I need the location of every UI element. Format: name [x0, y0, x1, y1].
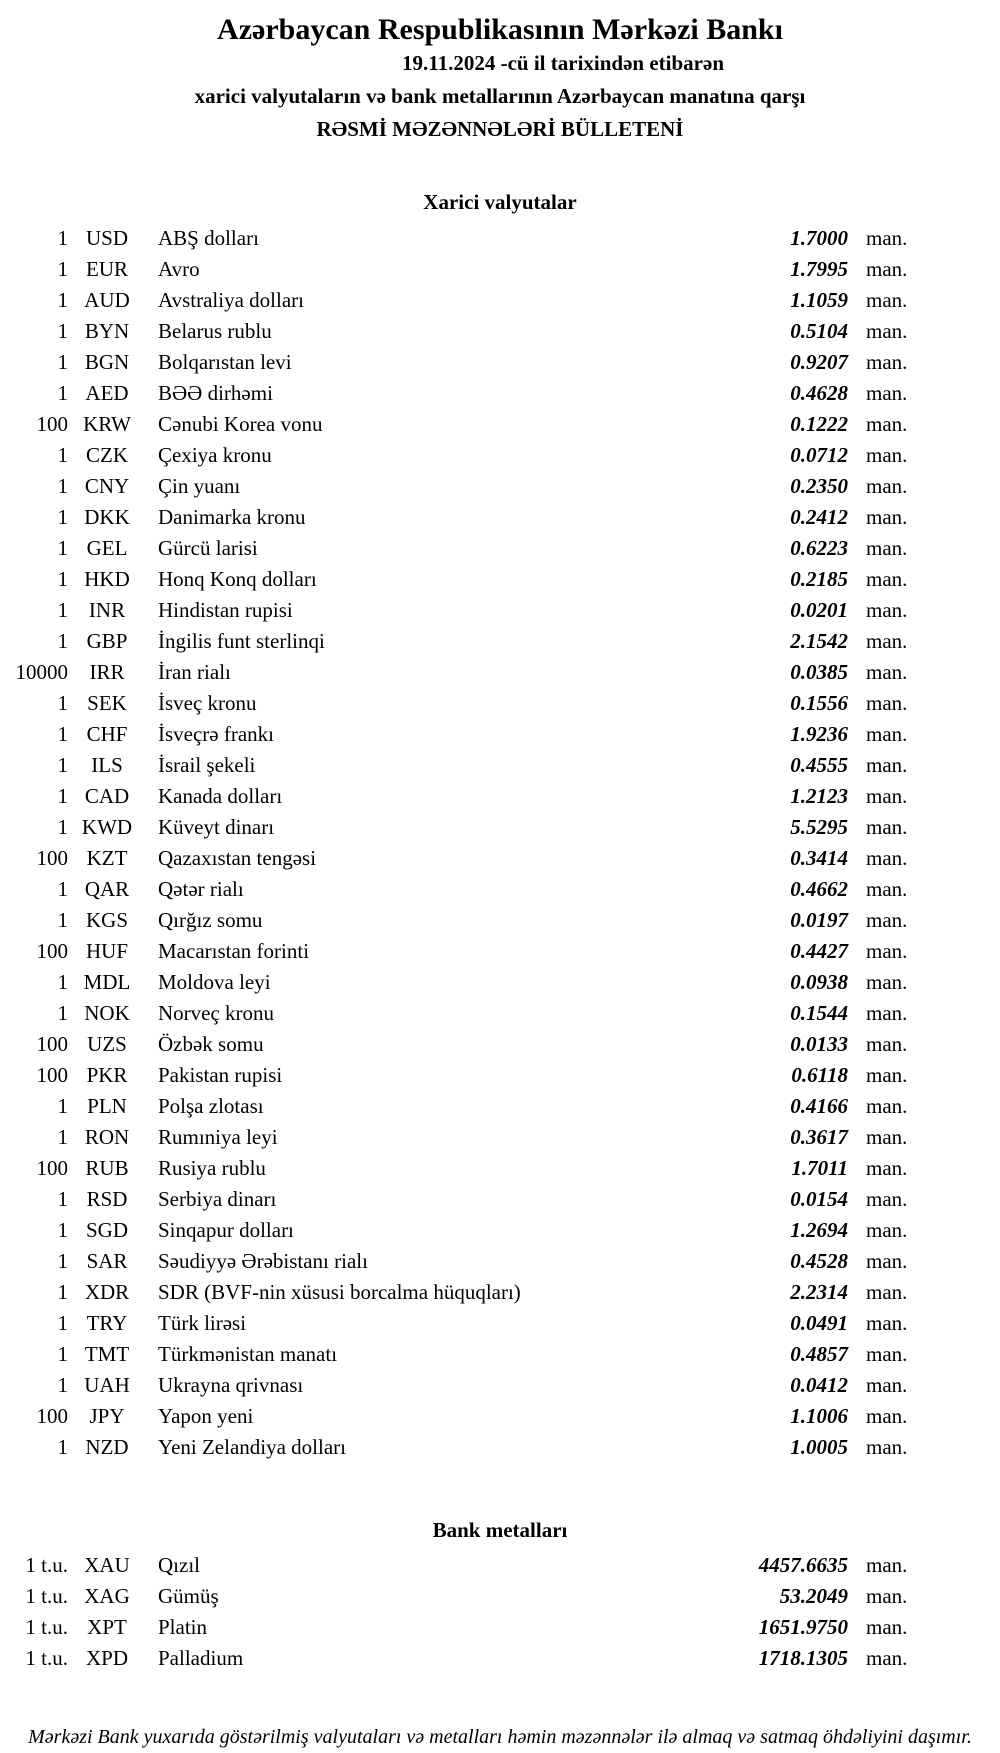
currency-quantity: 1	[57, 908, 68, 932]
metal-row	[0, 1643, 1000, 1674]
currency-quantity: 1	[57, 226, 68, 250]
currency-row	[0, 285, 1000, 316]
currency-name: Gürcü larisi	[158, 536, 258, 560]
currency-name: SDR (BVF-nin xüsusi borcalma hüquqları)	[158, 1280, 521, 1304]
effective-date-line: 19.11.2024 -cü il tarixindən etibarən	[402, 51, 724, 75]
currency-quantity: 100	[36, 1404, 68, 1428]
currency-row	[0, 471, 1000, 502]
currency-quantity: 1	[57, 319, 68, 343]
currency-row	[0, 719, 1000, 750]
currency-unit: man.	[866, 877, 908, 901]
currency-unit: man.	[866, 226, 908, 250]
currency-unit: man.	[866, 1280, 908, 1304]
currency-code: TRY	[86, 1311, 128, 1335]
currency-quantity: 100	[36, 1063, 68, 1087]
currency-rate: 5.5295	[790, 815, 848, 839]
currency-row	[0, 1277, 1000, 1308]
currency-rate: 1.0005	[790, 1435, 848, 1459]
metal-name: Platin	[158, 1615, 208, 1639]
currency-row	[0, 316, 1000, 347]
currency-unit: man.	[866, 1156, 908, 1180]
currency-code: UZS	[87, 1032, 127, 1056]
currency-quantity: 1	[57, 381, 68, 405]
metal-quantity: 1 t.u.	[25, 1646, 68, 1670]
currency-unit: man.	[866, 288, 908, 312]
currency-row	[0, 1308, 1000, 1339]
currency-code: KRW	[83, 412, 131, 436]
currency-rate: 0.1556	[790, 691, 848, 715]
currency-name: Cənubi Korea vonu	[158, 412, 323, 436]
currency-rate: 0.0385	[790, 660, 848, 684]
currency-name: Qətər rialı	[158, 877, 244, 901]
currency-quantity: 1	[57, 1280, 68, 1304]
currency-unit: man.	[866, 970, 908, 994]
currency-unit: man.	[866, 815, 908, 839]
currency-name: Danimarka kronu	[158, 505, 306, 529]
currency-quantity: 100	[36, 412, 68, 436]
currency-name: Macarıstan forinti	[158, 939, 310, 963]
currency-name: Hindistan rupisi	[158, 598, 293, 622]
metal-code: XAU	[84, 1553, 130, 1577]
currency-rate: 1.2123	[790, 784, 848, 808]
currency-quantity: 1	[57, 443, 68, 467]
currency-rate: 2.1542	[790, 629, 848, 653]
currency-rate: 0.0412	[790, 1373, 848, 1397]
metal-quantity: 1 t.u.	[25, 1584, 68, 1608]
currency-rate: 1.7995	[790, 257, 848, 281]
currency-unit: man.	[866, 257, 908, 281]
metal-name: Palladium	[158, 1646, 244, 1670]
currency-code: RUB	[85, 1156, 129, 1180]
currency-row	[0, 1153, 1000, 1184]
currency-unit: man.	[866, 350, 908, 374]
currency-rate: 0.2185	[790, 567, 848, 591]
metal-unit: man.	[866, 1646, 908, 1670]
currency-unit: man.	[866, 1342, 908, 1366]
currency-row	[0, 1370, 1000, 1401]
currency-rate: 0.0712	[790, 443, 848, 467]
metals-table	[0, 1550, 1000, 1674]
currency-code: SAR	[86, 1249, 128, 1273]
currency-row	[0, 1339, 1000, 1370]
currency-unit: man.	[866, 629, 908, 653]
currency-quantity: 1	[57, 350, 68, 374]
currency-code: BYN	[84, 319, 130, 343]
currency-rate: 0.9207	[790, 350, 848, 374]
currency-unit: man.	[866, 939, 908, 963]
currency-code: NOK	[84, 1001, 130, 1025]
currency-row	[0, 254, 1000, 285]
currency-row	[0, 223, 1000, 254]
currency-unit: man.	[866, 1063, 908, 1087]
currency-rate: 1.1006	[790, 1404, 848, 1428]
currency-name: Çin yuanı	[158, 474, 241, 498]
currency-row	[0, 1401, 1000, 1432]
currency-quantity: 1	[57, 970, 68, 994]
currency-name: Qazaxıstan tengəsi	[158, 846, 317, 870]
currency-row	[0, 626, 1000, 657]
currency-code: GBP	[86, 629, 128, 653]
currency-code: SEK	[87, 691, 127, 715]
currency-unit: man.	[866, 381, 908, 405]
currency-rate: 0.0491	[790, 1311, 848, 1335]
currency-rate: 0.1222	[790, 412, 848, 436]
currency-unit: man.	[866, 412, 908, 436]
currency-quantity: 1	[57, 598, 68, 622]
currency-quantity: 100	[36, 1032, 68, 1056]
currency-code: CZK	[86, 443, 128, 467]
metals-section-title: Bank metalları	[432, 1518, 568, 1542]
metal-row	[0, 1550, 1000, 1581]
currency-rate: 1.7011	[791, 1156, 848, 1180]
currency-rate: 0.4427	[790, 939, 848, 963]
currency-code: TMT	[84, 1342, 130, 1366]
currency-row	[0, 378, 1000, 409]
bulletin-title: RƏSMİ MƏZƏNNƏLƏRİ BÜLLETENİ	[316, 117, 684, 141]
currency-code: HUF	[85, 939, 128, 963]
currency-row	[0, 936, 1000, 967]
bank-title: Azərbaycan Respublikasının Mərkəzi Bankı	[217, 13, 783, 46]
currency-row	[0, 1215, 1000, 1246]
currency-rate: 0.4528	[790, 1249, 848, 1273]
currency-code: KWD	[81, 815, 133, 839]
currency-code: PLN	[87, 1094, 127, 1118]
currency-quantity: 100	[36, 1156, 68, 1180]
currency-unit: man.	[866, 660, 908, 684]
currency-quantity: 1	[57, 1311, 68, 1335]
currency-code: CAD	[84, 784, 130, 808]
currency-code: RSD	[86, 1187, 128, 1211]
currency-code: KZT	[86, 846, 128, 870]
currency-quantity: 1	[57, 1094, 68, 1118]
currency-table	[0, 223, 1000, 1463]
currency-name: İran rialı	[158, 660, 231, 684]
metal-unit: man.	[866, 1584, 908, 1608]
currency-row	[0, 502, 1000, 533]
currency-quantity: 1	[57, 567, 68, 591]
currency-code: XDR	[84, 1280, 130, 1304]
currency-unit: man.	[866, 443, 908, 467]
currency-unit: man.	[866, 908, 908, 932]
currency-code: INR	[88, 598, 126, 622]
currency-name: Bolqarıstan levi	[158, 350, 292, 374]
currency-code: EUR	[86, 257, 128, 281]
currency-name: Ukrayna qrivnası	[158, 1373, 304, 1397]
currency-rate: 2.2314	[790, 1280, 848, 1304]
currency-rate: 0.2412	[790, 505, 848, 529]
currency-row	[0, 1432, 1000, 1463]
currency-row	[0, 781, 1000, 812]
currency-name: Avro	[158, 257, 200, 281]
currency-unit: man.	[866, 319, 908, 343]
currency-code: NZD	[85, 1435, 129, 1459]
currency-quantity: 1	[57, 722, 68, 746]
currency-rate: 0.1544	[790, 1001, 848, 1025]
currency-name: BƏƏ dirhəmi	[158, 381, 273, 405]
currency-rate: 0.4628	[790, 381, 848, 405]
currency-rate: 0.0133	[790, 1032, 848, 1056]
currency-name: Yapon yeni	[158, 1404, 254, 1428]
currency-name: Türkmənistan manatı	[158, 1342, 338, 1366]
currency-row	[0, 533, 1000, 564]
currency-name: Kanada dolları	[158, 784, 283, 808]
footer-note: Mərkəzi Bank yuxarıda göstərilmiş valyutaları və metalları həmin məzənnələr ilə almaq və satmaq öhdəliyini daşımır.	[28, 1726, 972, 1748]
metal-unit: man.	[866, 1553, 908, 1577]
currency-row	[0, 440, 1000, 471]
currency-unit: man.	[866, 846, 908, 870]
currency-code: RON	[84, 1125, 130, 1149]
currency-rate: 0.6223	[790, 536, 848, 560]
currency-rate: 0.6118	[791, 1063, 848, 1087]
currency-name: Rumıniya leyi	[158, 1125, 278, 1149]
currency-quantity: 1	[57, 1435, 68, 1459]
currency-rate: 0.4555	[790, 753, 848, 777]
currency-name: Rusiya rublu	[158, 1156, 266, 1180]
currency-name: Səudiyyə Ərəbistanı rialı	[158, 1249, 368, 1273]
currency-name: İsveç kronu	[158, 691, 257, 715]
metal-quantity: 1 t.u.	[25, 1553, 68, 1577]
currency-name: Belarus rublu	[158, 319, 272, 343]
currency-quantity: 1	[57, 474, 68, 498]
currency-unit: man.	[866, 505, 908, 529]
currency-code: SGD	[85, 1218, 128, 1242]
currency-rate: 1.1059	[790, 288, 848, 312]
currency-row	[0, 905, 1000, 936]
currency-unit: man.	[866, 1032, 908, 1056]
currency-quantity: 1	[57, 536, 68, 560]
currency-name: ABŞ dolları	[158, 226, 259, 250]
currency-code: AED	[85, 381, 129, 405]
currency-quantity: 1	[57, 1373, 68, 1397]
metal-row	[0, 1581, 1000, 1612]
currency-row	[0, 998, 1000, 1029]
currency-code: IRR	[89, 660, 125, 684]
currency-row	[0, 595, 1000, 626]
currency-quantity: 10000	[15, 660, 68, 684]
currency-unit: man.	[866, 567, 908, 591]
currency-code: UAH	[84, 1373, 130, 1397]
currency-row	[0, 750, 1000, 781]
currency-row	[0, 1184, 1000, 1215]
currency-code: QAR	[84, 877, 130, 901]
currency-name: Çexiya kronu	[158, 443, 272, 467]
currency-code: CHF	[86, 722, 128, 746]
currency-rate: 0.4662	[790, 877, 848, 901]
currency-code: AUD	[84, 288, 130, 312]
metal-quantity: 1 t.u.	[25, 1615, 68, 1639]
currency-name: İngilis funt sterlinqi	[158, 629, 325, 653]
metal-unit: man.	[866, 1615, 908, 1639]
currency-rate: 0.0197	[790, 908, 848, 932]
currency-unit: man.	[866, 753, 908, 777]
currency-name: İsrail şekeli	[158, 753, 256, 777]
metal-row	[0, 1612, 1000, 1643]
currency-rate: 1.9236	[790, 722, 848, 746]
currency-quantity: 1	[57, 815, 68, 839]
currency-code: HKD	[84, 567, 130, 591]
currency-code: MDL	[83, 970, 131, 994]
currency-row	[0, 688, 1000, 719]
currency-row	[0, 1060, 1000, 1091]
currency-name: Yeni Zelandiya dolları	[158, 1435, 346, 1459]
currency-unit: man.	[866, 1001, 908, 1025]
currency-code: DKK	[84, 505, 130, 529]
currency-quantity: 1	[57, 877, 68, 901]
currency-unit: man.	[866, 1125, 908, 1149]
currency-rate: 0.3414	[790, 846, 848, 870]
currency-rate: 0.0201	[790, 598, 848, 622]
currency-code: JPY	[89, 1404, 125, 1428]
currency-unit: man.	[866, 1373, 908, 1397]
currency-name: Qırğız somu	[158, 908, 263, 932]
currency-unit: man.	[866, 1218, 908, 1242]
currency-quantity: 1	[57, 1001, 68, 1025]
currency-code: GEL	[86, 536, 128, 560]
currency-name: Sinqapur dolları	[158, 1218, 294, 1242]
currency-name: Küveyt dinarı	[158, 815, 275, 839]
currency-quantity: 1	[57, 1249, 68, 1273]
currency-unit: man.	[866, 1404, 908, 1428]
metal-code: XPT	[87, 1615, 127, 1639]
currency-name: Norveç kronu	[158, 1001, 275, 1025]
currency-name: Polşa zlotası	[158, 1094, 264, 1118]
currency-quantity: 1	[57, 629, 68, 653]
currency-unit: man.	[866, 1187, 908, 1211]
currency-row	[0, 347, 1000, 378]
currency-unit: man.	[866, 784, 908, 808]
currency-quantity: 1	[57, 784, 68, 808]
currency-unit: man.	[866, 722, 908, 746]
currency-name: Honq Konq dolları	[158, 567, 317, 591]
currency-quantity: 1	[57, 753, 68, 777]
metal-code: XAG	[84, 1584, 130, 1608]
currency-rate: 0.0154	[790, 1187, 848, 1211]
currency-quantity: 1	[57, 505, 68, 529]
currency-rate: 0.4857	[790, 1342, 848, 1366]
currency-name: Türk lirəsi	[158, 1311, 247, 1335]
currency-quantity: 100	[36, 846, 68, 870]
currency-name: İsveçrə frankı	[158, 722, 275, 746]
currency-rate: 0.0938	[790, 970, 848, 994]
currency-quantity: 100	[36, 939, 68, 963]
currency-quantity: 1	[57, 288, 68, 312]
metal-rate: 4457.6635	[758, 1553, 848, 1577]
currency-unit: man.	[866, 1094, 908, 1118]
currency-code: USD	[85, 226, 128, 250]
metal-rate: 1651.9750	[758, 1615, 848, 1639]
currency-quantity: 1	[57, 1125, 68, 1149]
currency-code: BGN	[84, 350, 130, 374]
currency-name: Avstraliya dolları	[158, 288, 304, 312]
currency-row	[0, 1091, 1000, 1122]
bulletin-subtitle: xarici valyutaların və bank metallarının Azərbaycan manatına qarşı	[194, 84, 806, 108]
currency-unit: man.	[866, 1249, 908, 1273]
currency-rate: 0.2350	[790, 474, 848, 498]
currency-code: CNY	[84, 474, 130, 498]
currencies-section-title: Xarici valyutalar	[423, 190, 577, 214]
currency-quantity: 1	[57, 1218, 68, 1242]
currency-name: Pakistan rupisi	[158, 1063, 283, 1087]
currency-quantity: 1	[57, 1342, 68, 1366]
currency-row	[0, 409, 1000, 440]
currency-row	[0, 1246, 1000, 1277]
currency-name: Serbiya dinarı	[158, 1187, 277, 1211]
currency-quantity: 1	[57, 1187, 68, 1211]
currency-row	[0, 812, 1000, 843]
currency-rate: 0.4166	[790, 1094, 848, 1118]
currency-quantity: 1	[57, 257, 68, 281]
metal-name: Gümüş	[158, 1584, 219, 1608]
currency-quantity: 1	[57, 691, 68, 715]
currency-unit: man.	[866, 691, 908, 715]
currency-name: Moldova leyi	[158, 970, 271, 994]
metal-rate: 53.2049	[779, 1584, 848, 1608]
currency-unit: man.	[866, 598, 908, 622]
metal-rate: 1718.1305	[758, 1646, 848, 1670]
currency-unit: man.	[866, 474, 908, 498]
currency-unit: man.	[866, 536, 908, 560]
currency-unit: man.	[866, 1435, 908, 1459]
currency-row	[0, 967, 1000, 998]
currency-code: KGS	[85, 908, 128, 932]
currency-row	[0, 874, 1000, 905]
currency-name: Özbək somu	[158, 1032, 264, 1056]
currency-row	[0, 1122, 1000, 1153]
currency-code: ILS	[91, 753, 123, 777]
currency-rate: 1.7000	[790, 226, 848, 250]
currency-code: PKR	[86, 1063, 128, 1087]
currency-row	[0, 1029, 1000, 1060]
currency-rate: 0.5104	[790, 319, 848, 343]
currency-row	[0, 657, 1000, 688]
currency-row	[0, 564, 1000, 595]
metal-code: XPD	[85, 1646, 128, 1670]
currency-row	[0, 843, 1000, 874]
currency-rate: 1.2694	[790, 1218, 848, 1242]
currency-unit: man.	[866, 1311, 908, 1335]
metal-name: Qızıl	[158, 1553, 200, 1577]
currency-rate: 0.3617	[790, 1125, 848, 1149]
